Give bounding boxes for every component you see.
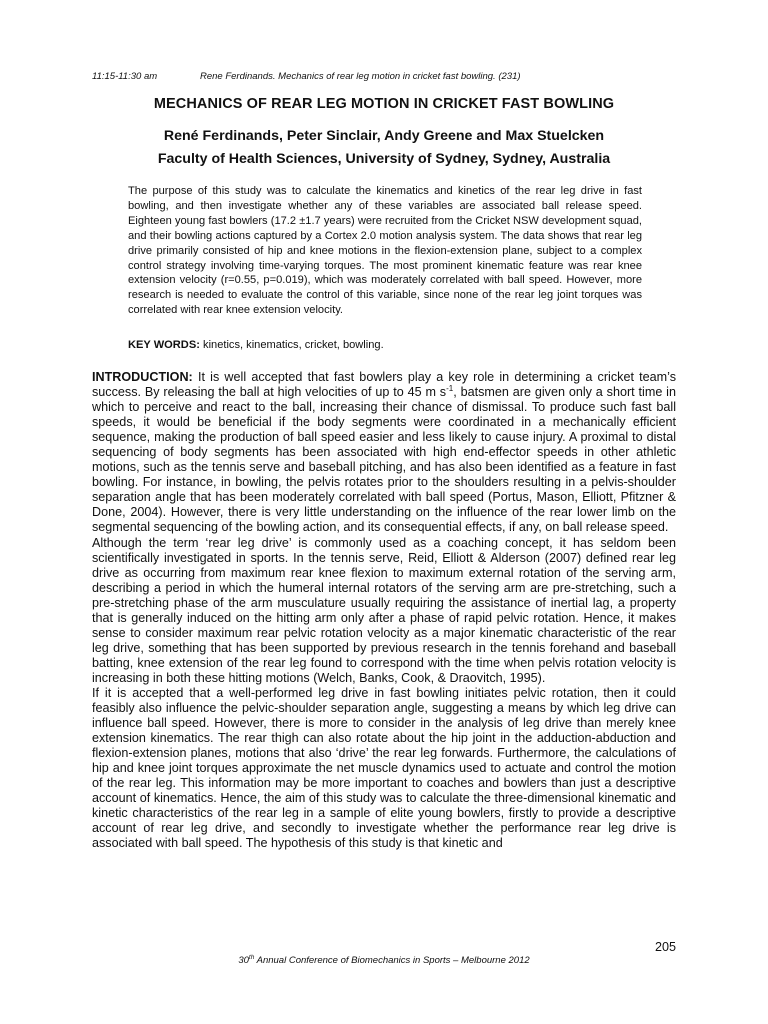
footer-text: Annual Conference of Biomechanics in Sports – Melbourne 2012 (254, 955, 530, 966)
abstract: The purpose of this study was to calculate the kinematics and kinetics of the rear leg drive in fast bowling, and then investigate whether any of these variables are associated ball release speed. Eighteen young fast bowlers (17.2 ±1.7 years) were recruited from the Cricket NSW development squad, and their bowling actions captured by a Cortex 2.0 motion analysis system. The data shows that rear leg drive primarily consisted of hip and knee motions in the flexion-extension plane, subject to a complex control strategy involving time-varying torques. The most prominent kinematic feature was rear knee extension velocity (r=0.55, p=0.019), which was moderately correlated with ball speed. However, more research is needed to evaluate the control of this variable, since none of the rear leg joint torques was correlated with rear knee extension velocity. (128, 185, 642, 317)
conference-footer (92, 955, 676, 966)
paragraph-hypothesis: If it is accepted that a well-performed leg drive in fast bowling initiates pelvic rotation, then it could feasibly also influence the pelvic-shoulder separation angle, suggesting a means by which leg drive can influence ball speed. However, there is more to consider in the analysis of leg drive than merely knee extension kinematics. The rear thigh can also rotate about the hip joint in the adduction-abduction and flexion-extension planes, motions that also ‘drive’ the rear leg forwards. Furthermore, the calculations of hip and knee joint torques approximate the net muscle dynamics used to actuate and control the motion of the rear leg. This information may be more important to coaches and bowlers than just a descriptive account of kinematics. Hence, the aim of this study was to calculate the three-dimensional kinematic and kinetic characteristics of the rear leg in a sample of elite young bowlers, firstly to provide a descriptive account of rear leg drive, and secondly to investigate whether the performance rear leg drive is associated with ball speed. The hypothesis of this study is that kinetic and (92, 685, 676, 851)
author-list: René Ferdinands, Peter Sinclair, Andy Greene and Max Stuelcken (163, 128, 605, 144)
footer-ordinal-suffix: th (248, 953, 255, 961)
page-number: 205 (654, 940, 676, 954)
keywords-label: KEY WORDS: (128, 339, 200, 351)
header-reference: Rene Ferdinands. Mechanics of rear leg motion in cricket fast bowling. (231) (200, 71, 521, 82)
running-header (92, 71, 692, 82)
introduction-text-b: , batsmen are given only a short time in which to perceive and react to the ball, increasing their chance of dismissal. To produce such fast ball speeds, it would be beneficial if the body segments were coordinated in a mechanically efficient sequence, making the production of ball speed easier and less likely to cause injury. A proximal to distal sequencing of body segments has been associated with high end-effector speeds in other athletic motions, such as the tennis serve and baseball pitching, and has also been identified as a feature in fast bowling. For instance, in bowling, the pelvis rotates prior to the shoulders resulting in a pelvis-shoulder separation angle that has been moderately correlated with ball speed (Portus, Mason, Elliott, Pfitzner & Done, 2004). However, there is very little understanding on the influence of the rear lower limb on the segmental sequencing of the bowling action, and its consequential effects, if any, on ball release speed. (92, 385, 676, 535)
author-affiliation: Faculty of Health Sciences, University of Sydney, Sydney, Australia (157, 151, 611, 167)
keywords-text: kinetics, kinematics, cricket, bowling. (203, 339, 384, 351)
paragraph-rear-leg-drive: Although the term ‘rear leg drive’ is commonly used as a coaching concept, it has seldom been scientifically investigated in sports. In the tennis serve, Reid, Elliott & Alderson (2007) defined rear leg drive as occurring from maximum rear knee flexion to maximum external rotation of the serving arm, describing a period in which the humeral internal rotators of the serving arm are pre-stretching, such a pre-stretching phase of the arm musculature usually requiring the assistance of inertial lag, a property that is generally induced on the hitting arm only after a phase of rapid pelvic rotation. Hence, it makes sense to consider maximum rear pelvic rotation velocity as a major kinematic characteristic of the rear leg drive, something that has been supported by previous research in the tennis forehand and baseball batting, knee extension of the rear leg found to correspond with the time when pelvis rotation velocity is increasing in both these hitting motions (Welch, Banks, Cook, & Draovitch, 1995). (92, 535, 676, 685)
keywords (128, 339, 642, 351)
body-text (92, 370, 676, 852)
session-time: 11:15-11:30 am (92, 71, 158, 82)
introduction-heading: INTRODUCTION: (92, 370, 193, 384)
footer-ordinal: 30 (238, 955, 249, 966)
paper-title: MECHANICS OF REAR LEG MOTION IN CRICKET FAST BOWLING (153, 96, 615, 112)
introduction-text-a: It is well accepted that fast bowlers play a key role in determining a cricket team’s success. By releasing the ball at high velocities of up to 45 m s (92, 370, 677, 400)
unit-exponent: -1 (446, 383, 454, 393)
introduction-paragraph (92, 370, 676, 536)
